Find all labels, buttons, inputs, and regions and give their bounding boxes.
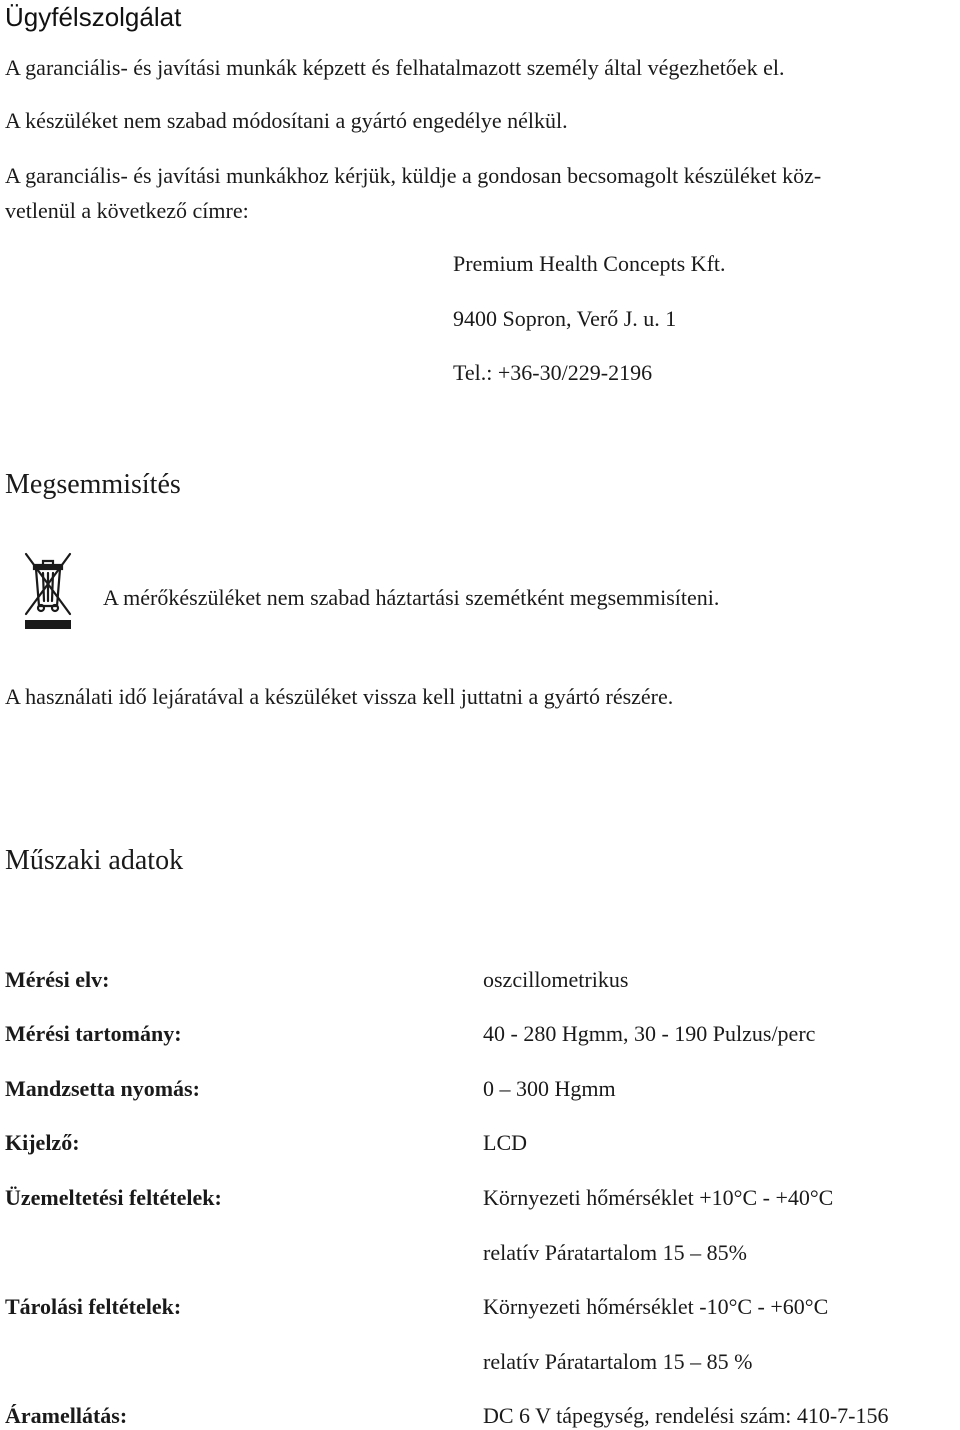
service-paragraph-3-line-2: vetlenül a következő címre:	[5, 198, 249, 223]
service-heading: Ügyfélszolgálat	[5, 2, 182, 32]
spec-label-display: Kijelző:	[5, 1130, 80, 1155]
spec-value-cuff-pressure: 0 – 300 Hgmm	[483, 1076, 616, 1101]
spec-value-measurement-principle: oszcillometrikus	[483, 967, 629, 992]
spec-label-power-supply: Áramellátás:	[5, 1403, 128, 1428]
spec-label-measurement-range: Mérési tartomány:	[5, 1021, 182, 1046]
spec-value-measurement-range: 40 - 280 Hgmm, 30 - 190 Pulzus/perc	[483, 1021, 816, 1046]
address-phone: Tel.: +36-30/229-2196	[453, 360, 653, 385]
spec-value-display: LCD	[483, 1130, 527, 1155]
spec-value-operating-temperature: Környezeti hőmérséklet +10°C - +40°C	[483, 1185, 834, 1210]
service-paragraph-2: A készüléket nem szabad módosítani a gyártó engedélye nélkül.	[5, 108, 568, 133]
disposal-heading: Megsemmisítés	[5, 469, 181, 500]
address-street: 9400 Sopron, Verő J. u. 1	[453, 306, 677, 331]
spec-label-measurement-principle: Mérési elv:	[5, 967, 110, 992]
disposal-warning: A mérőkészüléket nem szabad háztartási szemétként megsemmisíteni.	[103, 585, 720, 610]
disposal-note: A használati idő lejáratával a készüléket vissza kell juttatni a gyártó részére.	[5, 684, 674, 709]
spec-label-storage-conditions: Tárolási feltételek:	[5, 1294, 182, 1319]
spec-value-storage-humidity: relatív Páratartalom 15 – 85 %	[483, 1349, 753, 1374]
spec-value-operating-humidity: relatív Páratartalom 15 – 85%	[483, 1240, 747, 1265]
weee-crossed-bin-icon	[22, 551, 74, 631]
spec-label-cuff-pressure: Mandzsetta nyomás:	[5, 1076, 200, 1101]
specs-heading: Műszaki adatok	[5, 845, 184, 876]
spec-label-operating-conditions: Üzemeltetési feltételek:	[5, 1185, 222, 1210]
spec-value-power-supply: DC 6 V tápegység, rendelési szám: 410-7-156	[483, 1403, 889, 1428]
service-paragraph-3-line-1: A garanciális- és javítási munkákhoz kérjük, küldje a gondosan becsomagolt készüléket köz-	[5, 163, 822, 188]
service-paragraph-1: A garanciális- és javítási munkák képzett és felhatalmazott személy által végezhetőek el.	[5, 55, 785, 80]
address-company: Premium Health Concepts Kft.	[453, 251, 726, 276]
spec-value-storage-temperature: Környezeti hőmérséklet -10°C - +60°C	[483, 1294, 829, 1319]
